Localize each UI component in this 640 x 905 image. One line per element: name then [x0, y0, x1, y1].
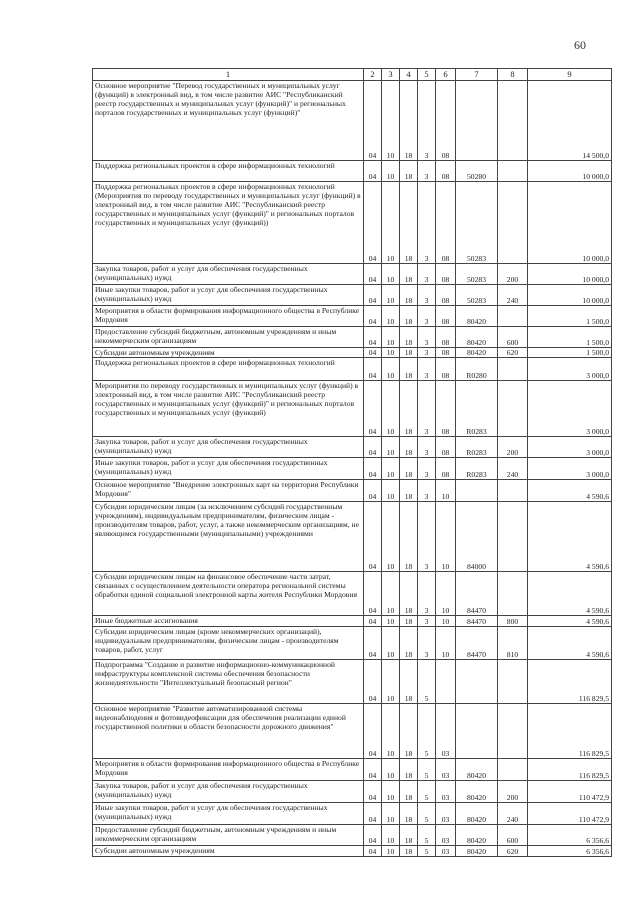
code-program: 18 [400, 306, 418, 327]
row-name: Поддержка региональных проектов в сфере информационных технологий [93, 358, 364, 381]
code-subprogram: 5 [418, 759, 436, 781]
amount: 4 590,6 [528, 502, 612, 572]
row-name: Субсидии юридическим лицам на финансовое обеспечение части затрат, связанных с осуществлением деятельности оператора региональной системы обработки единой социальной электронной карты жителя Республики Мордовия [93, 572, 364, 616]
code-subsection: 10 [382, 182, 400, 264]
code-direction: 80420 [456, 803, 498, 825]
table-row [93, 348, 612, 358]
row-name: Мероприятия в области формирования информационного общества в Республике Мордовия [93, 759, 364, 781]
table-row [93, 846, 612, 857]
code-event: 10 [436, 627, 456, 660]
amount: 3 000,0 [528, 458, 612, 480]
code-event: 08 [436, 264, 456, 285]
code-event: 10 [436, 616, 456, 627]
code-subsection: 10 [382, 572, 400, 616]
code-expense-type: 200 [498, 264, 528, 285]
table-row [93, 264, 612, 285]
amount: 1 500,0 [528, 327, 612, 348]
code-expense-type: 620 [498, 348, 528, 358]
code-program: 18 [400, 182, 418, 264]
code-section: 04 [364, 704, 382, 759]
code-program: 18 [400, 846, 418, 857]
code-expense-type [498, 759, 528, 781]
row-name: Предоставление субсидий бюджетным, автономным учреждениям и иным некоммерческим организациям [93, 327, 364, 348]
code-expense-type [498, 502, 528, 572]
code-direction: 50283 [456, 285, 498, 306]
code-subprogram: 3 [418, 458, 436, 480]
code-expense-type: 600 [498, 825, 528, 846]
table-row [93, 327, 612, 348]
amount: 10 000,0 [528, 182, 612, 264]
code-subsection: 10 [382, 285, 400, 306]
code-expense-type [498, 572, 528, 616]
amount: 116 829,5 [528, 759, 612, 781]
amount: 1 500,0 [528, 306, 612, 327]
code-expense-type [498, 704, 528, 759]
amount: 10 000,0 [528, 161, 612, 182]
amount: 10 000,0 [528, 264, 612, 285]
page-number: 60 [574, 38, 586, 52]
code-program: 18 [400, 803, 418, 825]
code-event: 03 [436, 803, 456, 825]
row-name: Основное мероприятие "Развитие автоматизированной системы видеонаблюдения и фотовидеофиксации для обеспечения реализации единой государственной политики в области безопасности дорожного движения" [93, 704, 364, 759]
table-row [93, 627, 612, 660]
header-cell-1: 1 [93, 69, 364, 81]
code-subprogram: 3 [418, 348, 436, 358]
row-name: Мероприятия в области формирования информационного общества в Республике Мордовия [93, 306, 364, 327]
code-direction: R0283 [456, 437, 498, 458]
amount: 4 590,6 [528, 480, 612, 502]
code-expense-type: 200 [498, 437, 528, 458]
code-section: 04 [364, 846, 382, 857]
row-name: Субсидии автономным учреждениям [93, 846, 364, 857]
code-event: 08 [436, 182, 456, 264]
code-direction: 80420 [456, 759, 498, 781]
table-row [93, 616, 612, 627]
code-expense-type [498, 81, 528, 161]
code-direction: R0283 [456, 381, 498, 437]
code-subprogram: 5 [418, 704, 436, 759]
code-section: 04 [364, 437, 382, 458]
amount: 116 829,5 [528, 660, 612, 704]
code-event: 08 [436, 327, 456, 348]
row-name: Иные закупки товаров, работ и услуг для обеспечения государственных (муниципальных) нужд [93, 803, 364, 825]
code-program: 18 [400, 616, 418, 627]
code-expense-type [498, 660, 528, 704]
code-section: 04 [364, 348, 382, 358]
code-subprogram: 3 [418, 480, 436, 502]
budget-table [92, 68, 612, 857]
code-subprogram: 3 [418, 306, 436, 327]
code-subsection: 10 [382, 458, 400, 480]
table-row [93, 480, 612, 502]
code-section: 04 [364, 285, 382, 306]
code-subprogram: 3 [418, 81, 436, 161]
code-event: 03 [436, 825, 456, 846]
code-expense-type [498, 358, 528, 381]
table-body [93, 81, 612, 857]
code-event [436, 660, 456, 704]
code-event: 08 [436, 81, 456, 161]
code-direction: 84000 [456, 502, 498, 572]
code-section: 04 [364, 502, 382, 572]
code-direction: 80420 [456, 306, 498, 327]
code-event: 10 [436, 572, 456, 616]
code-subprogram: 3 [418, 327, 436, 348]
code-program: 18 [400, 264, 418, 285]
code-subsection: 10 [382, 81, 400, 161]
code-section: 04 [364, 81, 382, 161]
code-subprogram: 5 [418, 825, 436, 846]
header-cell-3: 3 [382, 69, 400, 81]
table-row [93, 81, 612, 161]
table-row [93, 660, 612, 704]
code-program: 18 [400, 348, 418, 358]
code-section: 04 [364, 161, 382, 182]
code-subprogram: 3 [418, 616, 436, 627]
code-subprogram: 5 [418, 803, 436, 825]
code-subprogram: 5 [418, 660, 436, 704]
amount: 6 356,6 [528, 846, 612, 857]
amount: 1 500,0 [528, 348, 612, 358]
row-name: Основное мероприятие "Перевод государственных и муниципальных услуг (функций) в электронный вид, в том числе развитие АИС "Республиканский реестр государственных и муниципальных услуг (функций)" и региональных порталов государственных и муниципальных услуг (функций)" [93, 81, 364, 161]
code-expense-type: 240 [498, 285, 528, 306]
table-row [93, 306, 612, 327]
code-expense-type: 240 [498, 458, 528, 480]
code-event: 08 [436, 381, 456, 437]
code-subsection: 10 [382, 781, 400, 803]
code-program: 18 [400, 572, 418, 616]
code-expense-type [498, 306, 528, 327]
code-section: 04 [364, 781, 382, 803]
amount: 4 590,6 [528, 616, 612, 627]
code-section: 04 [364, 381, 382, 437]
code-event: 08 [436, 458, 456, 480]
code-program: 18 [400, 458, 418, 480]
amount: 3 000,0 [528, 358, 612, 381]
header-cell-8: 8 [498, 69, 528, 81]
code-subprogram: 3 [418, 627, 436, 660]
table-row [93, 502, 612, 572]
code-subsection: 10 [382, 627, 400, 660]
code-direction: 50283 [456, 182, 498, 264]
row-name: Иные бюджетные ассигнования [93, 616, 364, 627]
code-subsection: 10 [382, 759, 400, 781]
code-section: 04 [364, 616, 382, 627]
code-subsection: 10 [382, 803, 400, 825]
row-name: Предоставление субсидий бюджетным, автономным учреждениям и иным некоммерческим организациям [93, 825, 364, 846]
code-expense-type: 810 [498, 627, 528, 660]
code-section: 04 [364, 264, 382, 285]
code-program: 18 [400, 759, 418, 781]
header-cell-9: 9 [528, 69, 612, 81]
table-row [93, 825, 612, 846]
amount: 14 500,0 [528, 81, 612, 161]
code-event: 08 [436, 437, 456, 458]
code-subprogram: 3 [418, 381, 436, 437]
table-row [93, 781, 612, 803]
code-subprogram: 3 [418, 437, 436, 458]
row-name: Иные закупки товаров, работ и услуг для обеспечения государственных (муниципальных) нужд [93, 458, 364, 480]
code-subprogram: 5 [418, 781, 436, 803]
table-row [93, 704, 612, 759]
amount: 116 829,5 [528, 704, 612, 759]
table-row [93, 358, 612, 381]
code-expense-type: 620 [498, 846, 528, 857]
row-name: Подпрограмма "Создание и развитие информационно-коммуникационной инфраструктуры комплексной системы обеспечения безопасности жизнедеятельности "Интеллектуальный безопасный регион" [93, 660, 364, 704]
code-expense-type [498, 161, 528, 182]
code-direction: 80420 [456, 825, 498, 846]
table-row [93, 285, 612, 306]
row-name: Закупка товаров, работ и услуг для обеспечения государственных (муниципальных) нужд [93, 781, 364, 803]
table-row [93, 458, 612, 480]
row-name: Закупка товаров, работ и услуг для обеспечения государственных (муниципальных) нужд [93, 437, 364, 458]
code-program: 18 [400, 660, 418, 704]
code-direction [456, 81, 498, 161]
code-subprogram: 3 [418, 572, 436, 616]
code-subsection: 10 [382, 660, 400, 704]
code-program: 18 [400, 358, 418, 381]
header-row [93, 69, 612, 81]
code-expense-type: 200 [498, 781, 528, 803]
code-direction [456, 480, 498, 502]
row-name: Субсидии юридическим лицам (за исключением субсидий государственным учреждениям), индивидуальным предпринимателям, физическим лицам - производителям товаров, работ, услуг, а также некоммерческим организациям, не являющимся государственными (муниципальными) учреждениями [93, 502, 364, 572]
code-event: 03 [436, 704, 456, 759]
code-section: 04 [364, 358, 382, 381]
code-expense-type: 800 [498, 616, 528, 627]
code-program: 18 [400, 502, 418, 572]
header-cell-5: 5 [418, 69, 436, 81]
code-event: 03 [436, 759, 456, 781]
amount: 3 000,0 [528, 437, 612, 458]
code-subprogram: 3 [418, 502, 436, 572]
code-program: 18 [400, 480, 418, 502]
code-event: 03 [436, 781, 456, 803]
code-expense-type: 240 [498, 803, 528, 825]
code-program: 18 [400, 161, 418, 182]
code-expense-type [498, 381, 528, 437]
code-section: 04 [364, 327, 382, 348]
code-event: 08 [436, 285, 456, 306]
code-subsection: 10 [382, 161, 400, 182]
code-direction [456, 660, 498, 704]
code-direction: 84470 [456, 616, 498, 627]
code-subsection: 10 [382, 825, 400, 846]
code-program: 18 [400, 327, 418, 348]
code-section: 04 [364, 803, 382, 825]
row-name: Поддержка региональных проектов в сфере информационных технологий (Мероприятия по переводу государственных и муниципальных услуг (функций) в электронный вид, в том числе развитие АИС "Республиканский реестр государственных и муниципальных услуг (функций)" и региональных порталов государственных и муниципальных услуг (функций)) [93, 182, 364, 264]
code-program: 18 [400, 704, 418, 759]
code-section: 04 [364, 660, 382, 704]
amount: 4 590,6 [528, 627, 612, 660]
code-section: 04 [364, 480, 382, 502]
code-subprogram: 3 [418, 182, 436, 264]
row-name: Поддержка региональных проектов в сфере информационных технологий [93, 161, 364, 182]
code-direction [456, 704, 498, 759]
header-cell-6: 6 [436, 69, 456, 81]
code-program: 18 [400, 825, 418, 846]
amount: 10 000,0 [528, 285, 612, 306]
amount: 3 000,0 [528, 381, 612, 437]
table-row [93, 572, 612, 616]
code-subprogram: 3 [418, 161, 436, 182]
header-cell-7: 7 [456, 69, 498, 81]
code-direction: 80420 [456, 348, 498, 358]
code-expense-type [498, 182, 528, 264]
code-subsection: 10 [382, 616, 400, 627]
table-row [93, 381, 612, 437]
row-name: Основное мероприятие "Внедрение электронных карт на территории Республики Мордовия" [93, 480, 364, 502]
table-row [93, 803, 612, 825]
code-program: 18 [400, 285, 418, 306]
code-direction: 80420 [456, 327, 498, 348]
code-program: 18 [400, 437, 418, 458]
header-cell-4: 4 [400, 69, 418, 81]
code-subsection: 10 [382, 480, 400, 502]
row-name: Иные закупки товаров, работ и услуг для обеспечения государственных (муниципальных) нужд [93, 285, 364, 306]
code-subsection: 10 [382, 846, 400, 857]
code-section: 04 [364, 572, 382, 616]
code-subsection: 10 [382, 327, 400, 348]
row-name: Субсидии юридическим лицам (кроме некоммерческих организаций), индивидуальным предпринимателям, физическим лицам - производителям товаров, работ, услуг [93, 627, 364, 660]
code-event: 08 [436, 161, 456, 182]
code-section: 04 [364, 458, 382, 480]
table-row [93, 182, 612, 264]
code-section: 04 [364, 182, 382, 264]
row-name: Закупка товаров, работ и услуг для обеспечения государственных (муниципальных) нужд [93, 264, 364, 285]
code-direction: 80420 [456, 781, 498, 803]
code-subsection: 10 [382, 306, 400, 327]
table-row [93, 759, 612, 781]
code-subsection: 10 [382, 348, 400, 358]
code-direction: 84470 [456, 572, 498, 616]
table-row [93, 161, 612, 182]
amount: 110 472,9 [528, 781, 612, 803]
code-subsection: 10 [382, 358, 400, 381]
code-direction: 50280 [456, 161, 498, 182]
code-expense-type [498, 480, 528, 502]
code-section: 04 [364, 759, 382, 781]
code-subsection: 10 [382, 704, 400, 759]
code-event: 10 [436, 502, 456, 572]
amount: 110 472,9 [528, 803, 612, 825]
code-section: 04 [364, 627, 382, 660]
amount: 4 590,6 [528, 572, 612, 616]
code-subprogram: 3 [418, 285, 436, 306]
code-subsection: 10 [382, 264, 400, 285]
code-event: 08 [436, 358, 456, 381]
code-section: 04 [364, 306, 382, 327]
amount: 6 356,6 [528, 825, 612, 846]
code-subprogram: 5 [418, 846, 436, 857]
code-direction: R0283 [456, 458, 498, 480]
row-name: Субсидии автономным учреждениям [93, 348, 364, 358]
code-event: 10 [436, 480, 456, 502]
row-name: Мероприятия по переводу государственных и муниципальных услуг (функций) в электронный вид, в том числе развитие АИС "Республиканский реестр государственных и муниципальных услуг (функций)" и региональных порталов государственных и муниципальных услуг (функций) [93, 381, 364, 437]
code-event: 08 [436, 306, 456, 327]
code-program: 18 [400, 381, 418, 437]
code-expense-type: 600 [498, 327, 528, 348]
code-program: 18 [400, 781, 418, 803]
code-event: 08 [436, 348, 456, 358]
code-direction: 50283 [456, 264, 498, 285]
code-event: 03 [436, 846, 456, 857]
table-row [93, 437, 612, 458]
code-subsection: 10 [382, 381, 400, 437]
code-subsection: 10 [382, 437, 400, 458]
code-section: 04 [364, 825, 382, 846]
code-direction: 84470 [456, 627, 498, 660]
code-program: 18 [400, 81, 418, 161]
code-direction: R0280 [456, 358, 498, 381]
code-subprogram: 3 [418, 358, 436, 381]
code-program: 18 [400, 627, 418, 660]
code-direction: 80420 [456, 846, 498, 857]
code-subsection: 10 [382, 502, 400, 572]
header-cell-2: 2 [364, 69, 382, 81]
code-subprogram: 3 [418, 264, 436, 285]
